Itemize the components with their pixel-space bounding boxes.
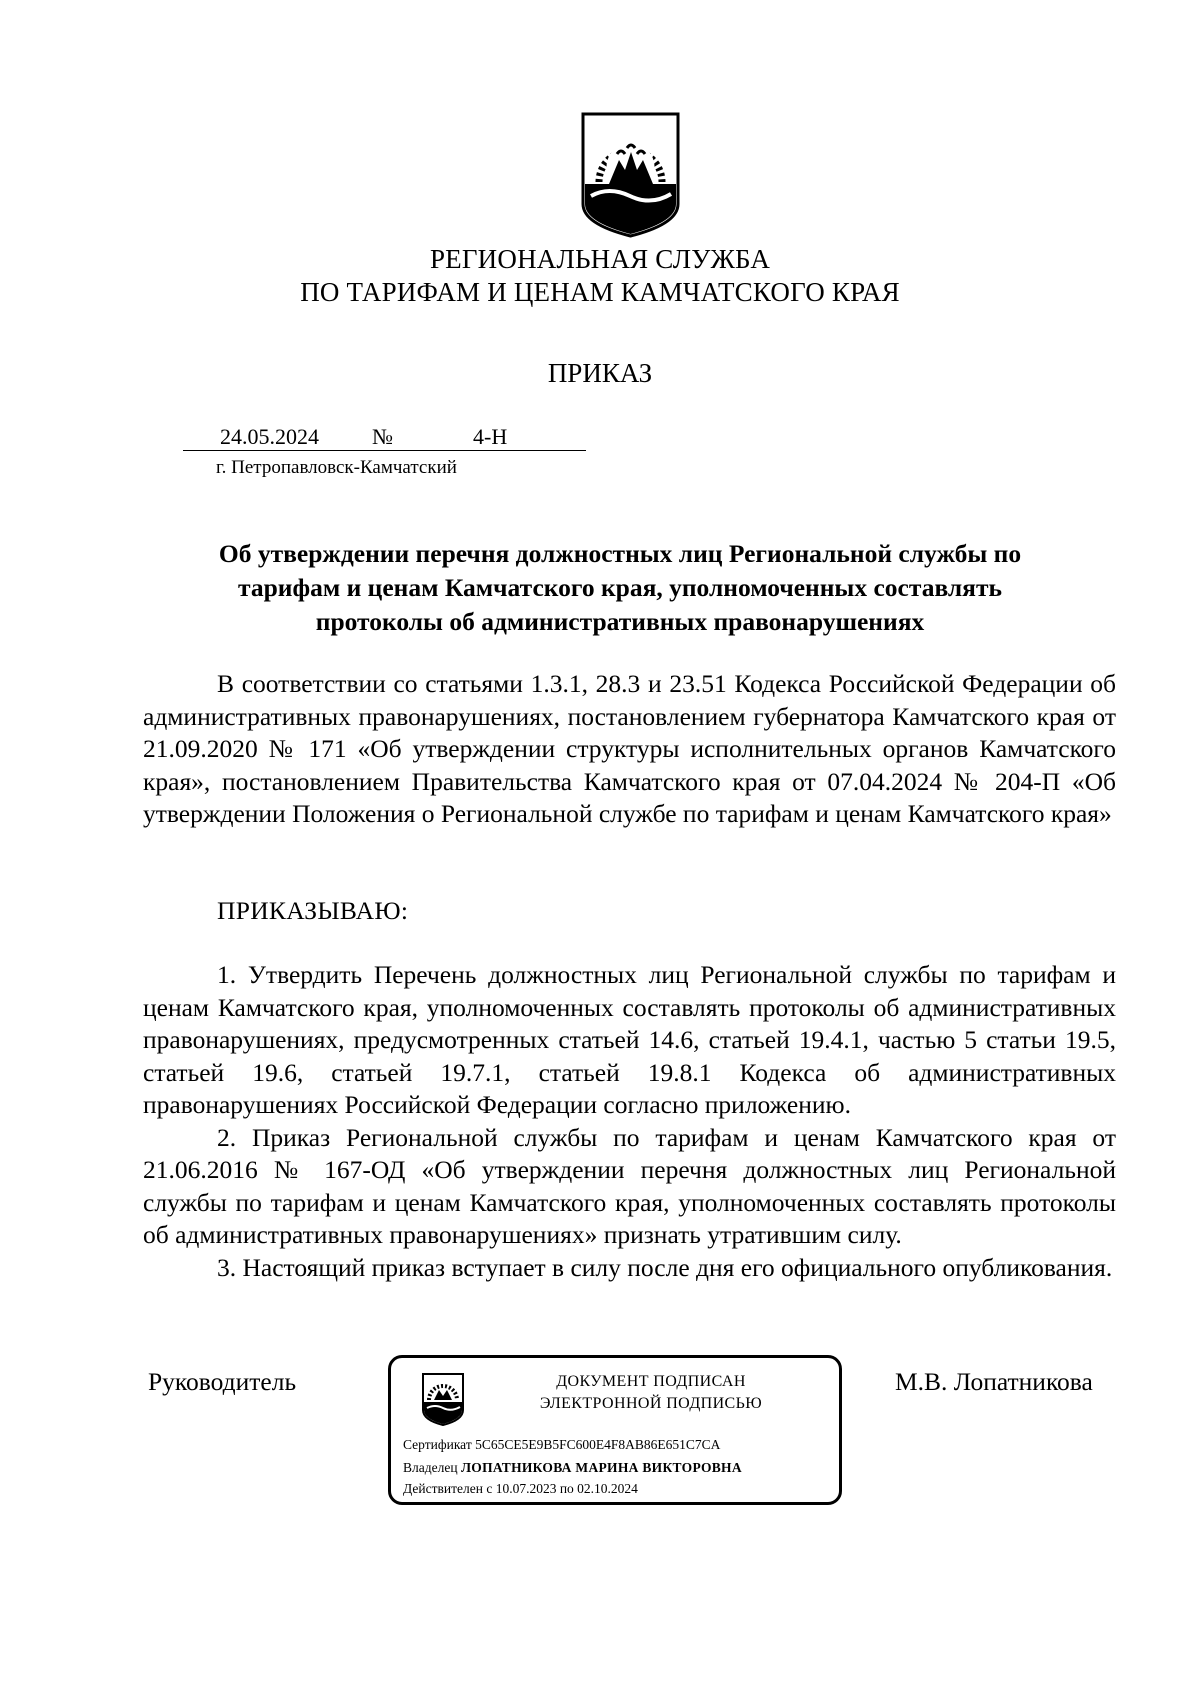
order-number: 4-Н	[473, 424, 508, 449]
stamp-owner	[403, 1460, 742, 1476]
date-number-underline	[183, 450, 586, 451]
document-type: ПРИКАЗ	[547, 358, 653, 388]
stamp-emblem-icon	[421, 1372, 465, 1426]
subject-line: тарифам и ценам Камчатского края, уполномоченных составлять	[238, 573, 1002, 602]
owner-label: Владелец	[403, 1460, 458, 1475]
order-items	[143, 959, 1116, 1284]
valid-from: 10.07.2023	[495, 1481, 557, 1496]
valid-to-word: по	[559, 1481, 574, 1496]
order-date: 24.05.2024	[220, 424, 319, 449]
preamble	[143, 668, 1116, 831]
org-name-line1: РЕГИОНАЛЬНАЯ СЛУЖБА	[429, 244, 771, 274]
subject-line: Об утверждении перечня должностных лиц Региональной службы по	[218, 539, 1022, 568]
order-word: ПРИКАЗЫВАЮ:	[217, 896, 409, 925]
stamp-title-line: ЭЛЕКТРОННОЙ ПОДПИСЬЮ	[539, 1395, 763, 1412]
order-item-3: 3. Настоящий приказ вступает в силу после дня его официального опубликования.	[217, 1252, 1113, 1282]
valid-from-word: с	[486, 1481, 493, 1496]
coat-of-arms-emblem	[579, 112, 682, 238]
subject-line: протоколы об административных правонарушениях	[315, 607, 925, 636]
org-name-line2: ПО ТАРИФАМ И ЦЕНАМ КАМЧАТСКОГО КРАЯ	[300, 277, 900, 307]
number-sign: №	[372, 424, 393, 449]
cert-label: Сертификат	[403, 1437, 472, 1452]
preamble-text: В соответствии со статьями 1.3.1, 28.3 и 23.51 Кодекса Российской Федерации об административных правонарушениях, постановлением губернатора Камчатского края от 21.09.2020 № 171 «Об утверждении структуры исполнительных органов Камчатского края», постановлением Правительства Камчатского края от 07.04.2024 № 204-П «Об утверждении Положения о Региональной службе по тарифам и ценам Камчатского края»	[143, 669, 1116, 828]
cert-value: 5C65CE5E9B5FC600E4F8AB86E651C7CA	[475, 1437, 721, 1452]
valid-label: Действителен	[403, 1481, 483, 1496]
signer-role: Руководитель	[148, 1367, 297, 1396]
order-subject	[170, 537, 1070, 639]
stamp-certificate	[403, 1437, 720, 1453]
order-item-1: 1. Утвердить Перечень должностных лиц Региональной службы по тарифам и ценам Камчатского края, уполномоченных составлять протоколы об административных правонарушениях, предусмотренных статьей 14.6, статьей 19.4.1, частью 5 статьи 19.5, статьей 19.6, статьей 19.7.1, статьей 19.8.1 Кодекса об административных правонарушениях Российской Федерации согласно приложению.	[143, 960, 1116, 1119]
signer-name: М.В. Лопатникова	[895, 1367, 1093, 1396]
valid-to: 02.10.2024	[577, 1481, 638, 1496]
city: г. Петропавловск-Камчатский	[216, 457, 457, 478]
owner-value: ЛОПАТНИКОВА МАРИНА ВИКТОРОВНА	[460, 1460, 742, 1475]
order-item-2: 2. Приказ Региональной службы по тарифам и ценам Камчатского края от 21.06.2016 № 167-ОД «Об утверждении перечня должностных лиц Региональной службы по тарифам и ценам Камчатского края, уполномоченных составлять протоколы об административных правонарушениях» признать утратившим силу.	[143, 1122, 1116, 1249]
stamp-title-line: ДОКУМЕНТ ПОДПИСАН	[556, 1373, 746, 1390]
stamp-validity	[403, 1481, 638, 1497]
stamp-title	[511, 1371, 791, 1415]
e-signature-stamp	[388, 1355, 842, 1505]
